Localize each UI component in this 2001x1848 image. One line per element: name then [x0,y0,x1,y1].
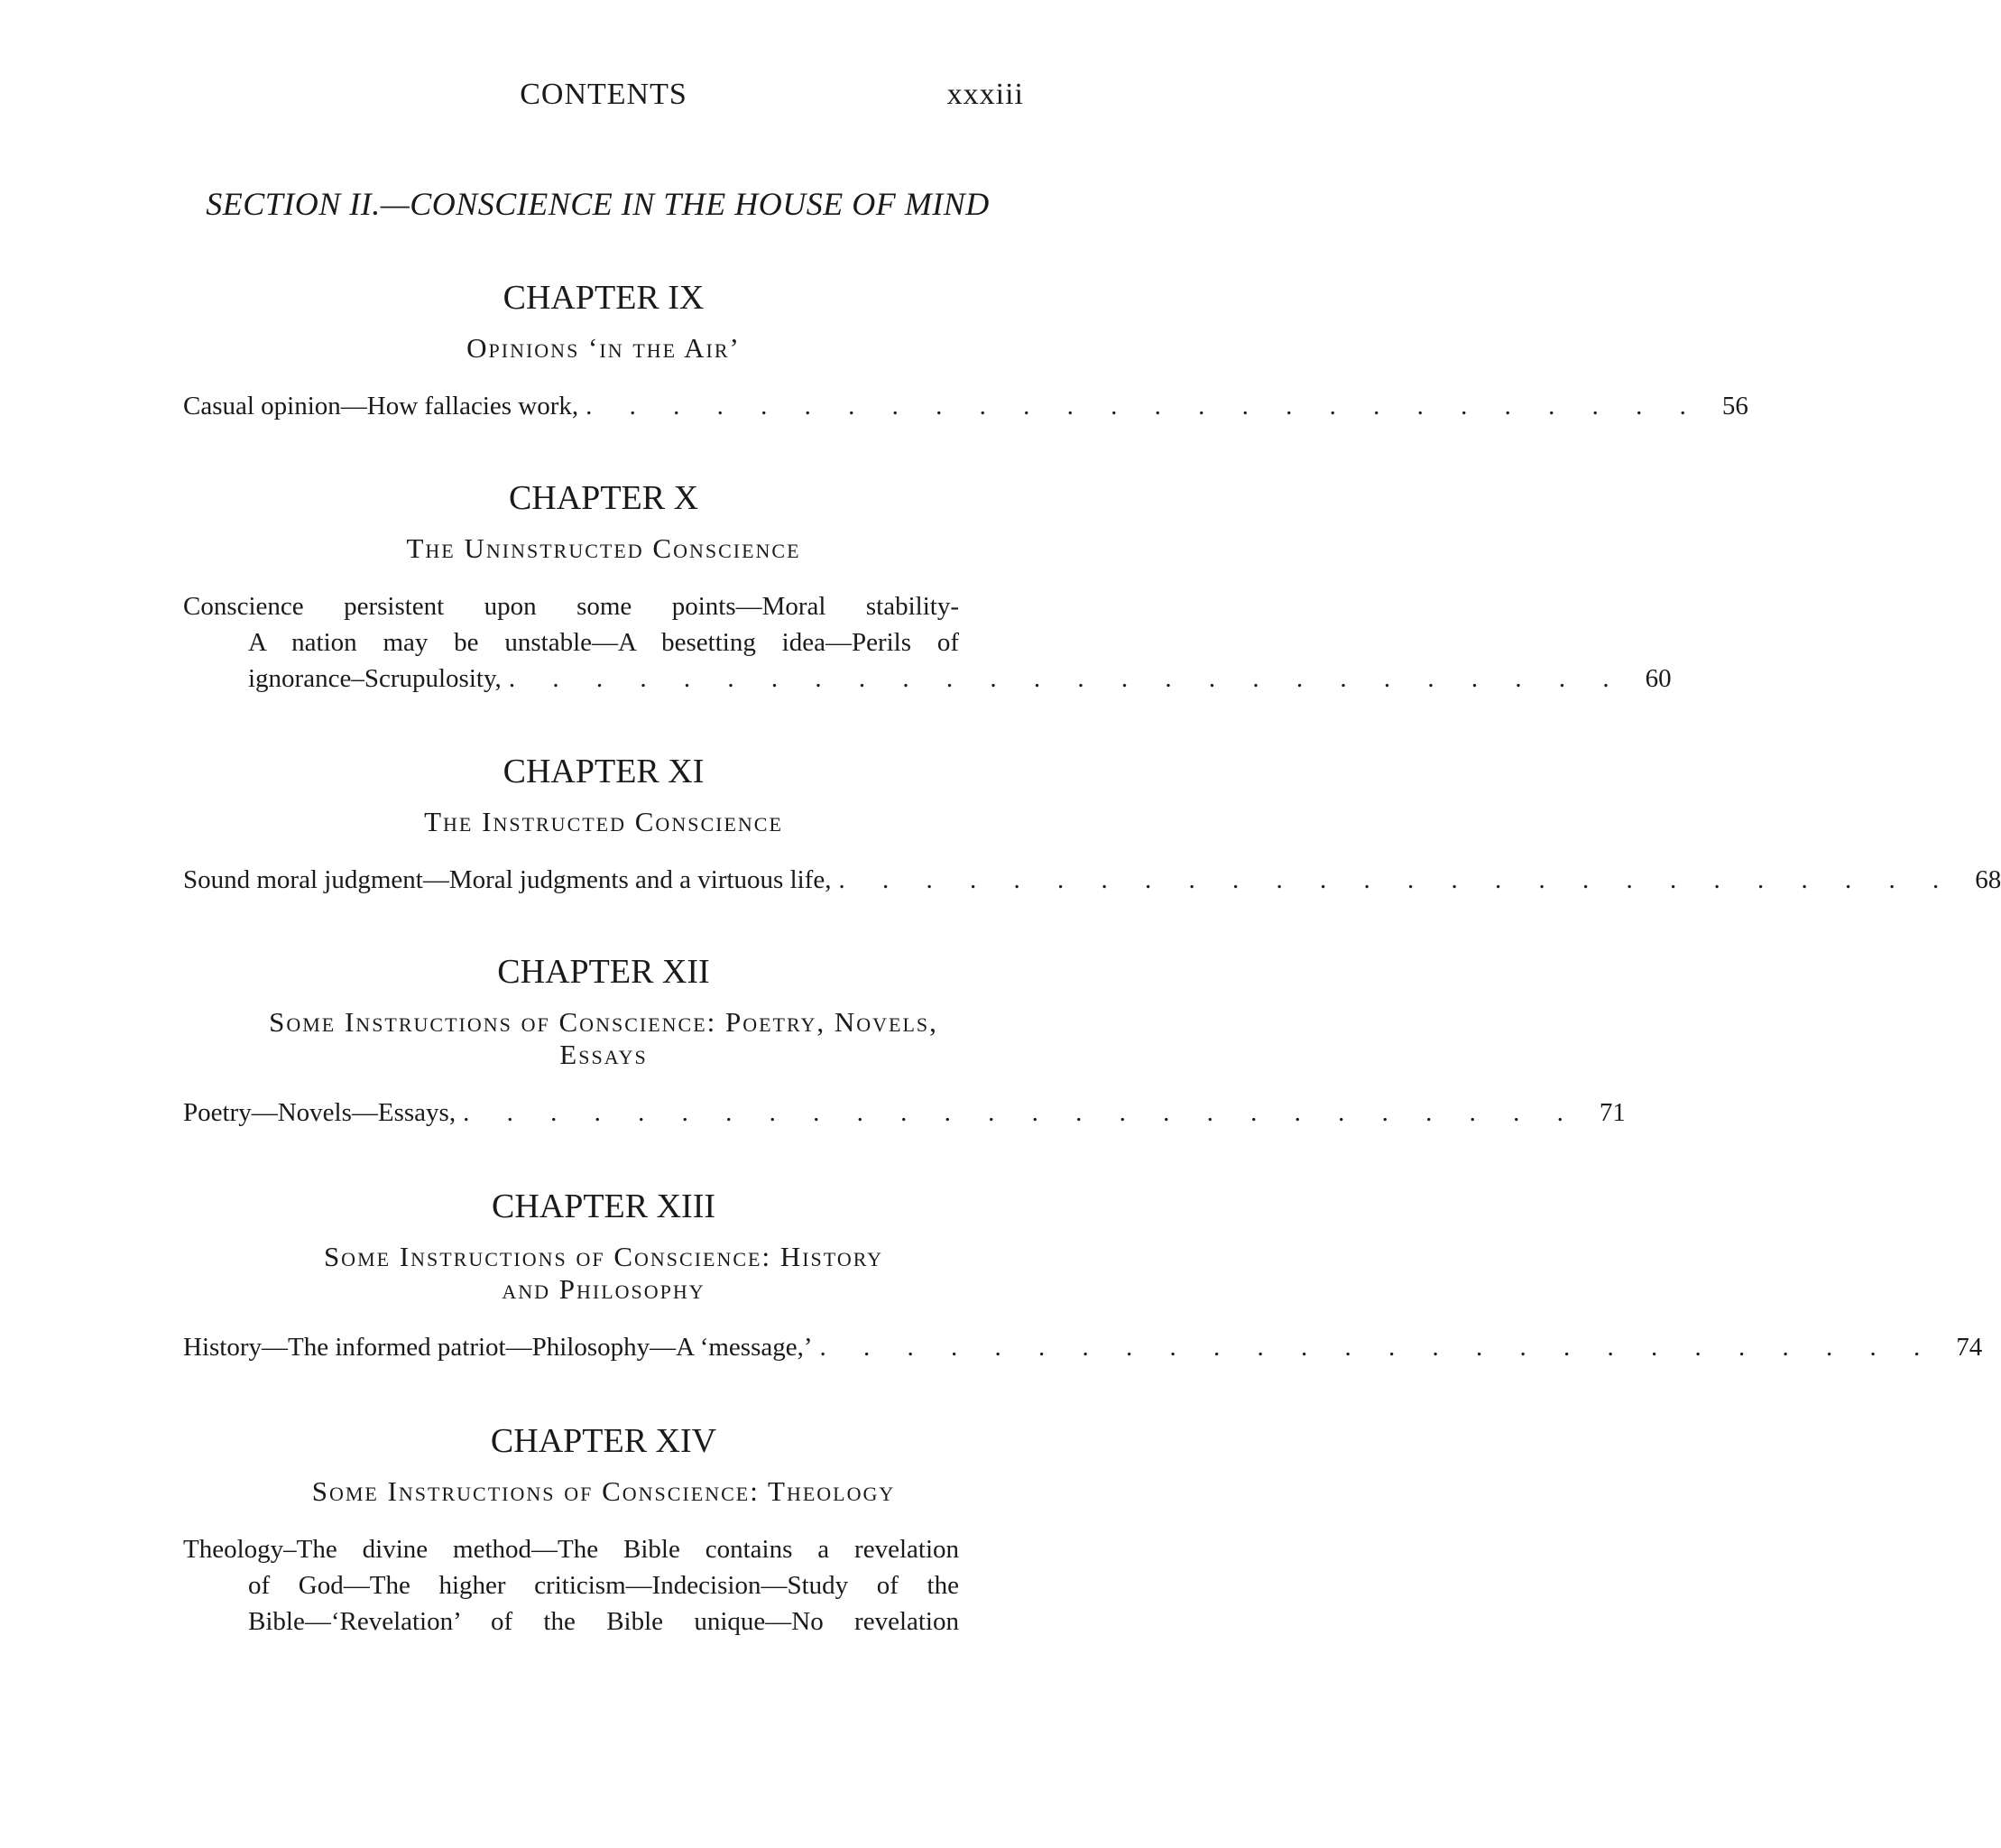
chapter-subtitle-line: Essays [559,1039,648,1070]
entry-page-number: 71 [1599,1098,1626,1127]
running-head [183,78,1024,117]
chapter-subtitle [183,1006,1024,1071]
section-title: SECTION II.—CONSCIENCE IN THE HOUSE OF MIND [206,186,990,222]
entry-line [183,661,1672,697]
chapter-subtitle-line: Some Instructions of Conscience: History [323,1241,884,1272]
chapter-heading: CHAPTER IX [503,279,705,317]
entry-line: Bible—‘Revelation’ of the Bible unique—No revelation [248,1607,959,1636]
entry-text: Sound moral judgment—Moral judgments and a virtuous life, [183,865,832,894]
chapter-xii [183,952,1626,1131]
chapter-subtitle-line: Some Instructions of Conscience: Theology [311,1475,896,1507]
entry-page-number: 56 [1721,392,1748,420]
chapter-xi [183,752,2001,898]
running-head-title: CONTENTS [520,78,687,111]
chapter-heading: CHAPTER XI [503,753,705,790]
chapter-subtitle [183,532,1024,565]
entry-text: History—The informed patriot—Philosophy—A ‘message,’ [183,1333,813,1362]
dot-leader: . . . . . . . . . . . . . . . . . . . . . . . . . . [819,1333,1936,1362]
dot-leader: . . . . . . . . . . . . . . . . . . . . . . . . . . [586,392,1701,420]
entry-line [183,862,2001,898]
chapter-heading: CHAPTER XIV [490,1422,717,1460]
entry-text: ignorance–Scrupulosity, [248,664,502,693]
entry-body [183,588,1024,661]
page-number: xxxiii [946,78,1024,111]
entry-line [183,1095,1626,1131]
chapter-entry [183,1531,1024,1640]
entry-text: Casual opinion—How fallacies work, [183,392,579,420]
entry-page-number: 60 [1645,664,1672,693]
dot-leader: . . . . . . . . . . . . . . . . . . . . . . . . . . [463,1098,1579,1127]
entry-line [183,1329,1983,1365]
chapter-entry [183,862,2001,898]
chapter-heading: CHAPTER X [508,479,699,517]
entry-line: A nation may be unstable—A besetting idea—Perils of [248,628,959,657]
dot-leader: . . . . . . . . . . . . . . . . . . . . . . . . . . [508,664,1625,693]
entry-text: Poetry—Novels—Essays, [183,1098,456,1127]
chapter-subtitle [183,1241,1024,1306]
entry-line: Conscience persistent upon some points—Moral stability- [183,592,959,621]
chapter-x [183,478,1672,697]
entry-line: of God—The higher criticism—Indecision—Study of the [248,1571,959,1600]
entry-line: Theology–The divine method—The Bible contains a revelation [183,1535,959,1564]
chapter-entry [183,1329,1983,1365]
chapter-heading: CHAPTER XII [497,953,710,991]
chapter-entry [183,1095,1626,1131]
chapter-entry [183,388,1748,424]
entry-body [183,1531,1024,1640]
chapter-xiv [183,1421,1024,1640]
chapter-heading: CHAPTER XIII [491,1187,716,1225]
dot-leader: . . . . . . . . . . . . . . . . . . . . . . . . . . [838,865,1955,894]
chapter-ix [183,278,1748,424]
chapter-entry [183,588,1672,697]
chapter-subtitle-line: The Instructed Conscience [424,806,783,837]
entry-page-number: 68 [1975,865,2001,894]
chapter-subtitle-line: The Uninstructed Conscience [406,532,801,564]
chapter-subtitle-line: Opinions ‘in the Air’ [466,332,741,364]
chapter-subtitle [183,1475,1024,1508]
chapter-xiii [183,1187,1983,1365]
chapter-subtitle-line: Some Instructions of Conscience: Poetry, Novels, [269,1006,938,1038]
chapter-subtitle-line: and Philosophy [502,1273,705,1305]
entry-line [183,388,1748,424]
entry-page-number: 74 [1956,1333,1983,1362]
chapter-subtitle [183,332,1024,365]
chapter-subtitle [183,806,1024,838]
